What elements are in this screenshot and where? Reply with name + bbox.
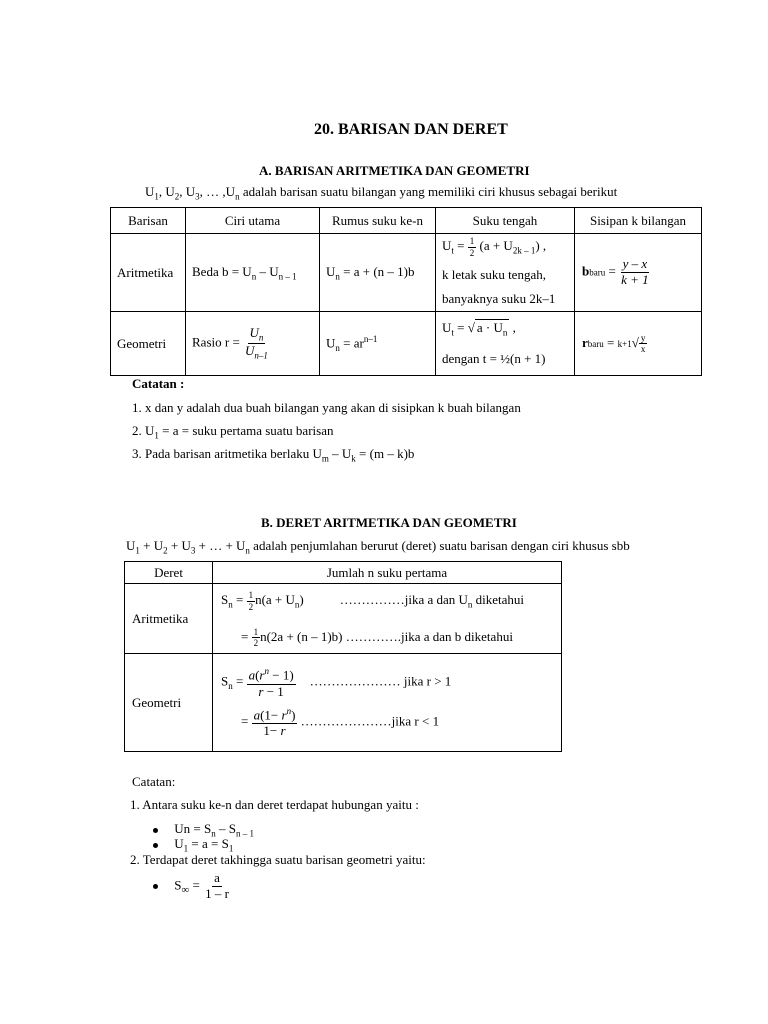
row-aritmetika-name: Aritmetika [111, 234, 186, 312]
header-barisan: Barisan [111, 208, 186, 234]
deret-table [124, 561, 562, 752]
row-deret-aritmetika-formula: $S_n$ = $\frac{1}{2}$ $n(a + U_n)$ ……………jika a dan $U_n$ diketahui = $\frac{1}{2}$ n(2a + (n – 1)b) ………….jika a dan b diketahui [213, 584, 562, 654]
barisan-table [110, 207, 702, 376]
header-sisipan: Sisipan k bilangan [575, 208, 702, 234]
catatan-b-note-2: 2. Terdapat deret takhingga suatu barisan geometri yaitu: [130, 852, 426, 867]
row-geometri-name: Geometri [111, 312, 186, 376]
row-deret-geometri-name: Geometri [125, 654, 213, 752]
header-rumus: Rumus suku ke-n [320, 208, 436, 234]
row-deret-aritmetika-name: Aritmetika [125, 584, 213, 654]
bullet-un: $Un = S_n - S_{n - 1}$ [153, 821, 254, 839]
catatan-a-label: Catatan : [132, 376, 185, 391]
catatan-a-note-1: 1. x dan y adalah dua buah bilangan yang akan di sisipkan k buah bilangan [132, 400, 521, 415]
row-geometri-rumus: $U_n = ar^{n-1}$ [320, 312, 436, 376]
bullet-u1: $U_1 = a = S_1$ [153, 836, 233, 854]
section-a-intro: $U_1$, $U_2$, $U_3$, … $,U_n$ adalah barisan suatu bilangan yang memiliki ciri khusus sebagai berikut [145, 184, 618, 202]
header-jumlah: Jumlah n suku pertama [213, 562, 562, 584]
header-ciri-utama: Ciri utama [186, 208, 320, 234]
row-aritmetika-ciri: Beda $b = U_n - U_{n - 1}$ [186, 234, 320, 312]
header-suku-tengah: Suku tengah [436, 208, 575, 234]
section-a-heading: A. BARISAN ARITMETIKA DAN GEOMETRI [259, 163, 530, 178]
header-deret: Deret [125, 562, 213, 584]
row-geometri-ciri: Rasio r = $\frac{U_n}{U_{n-1}}$ [186, 312, 320, 376]
row-geometri-sisipan: rbaru = k+1√ $\frac{y}{x}$ [575, 312, 702, 376]
bullet-s-infinity: $S_\infty$ = $\frac{a}{1 - r}$ [153, 871, 231, 902]
row-aritmetika-sisipan: bbaru = $\frac{y - x}{k + 1}$ [575, 234, 702, 312]
page-title: 20. BARISAN DAN DERET [314, 121, 508, 138]
catatan-a-note-2: 2. $U_1 = a$ = suku pertama suatu barisan [132, 423, 334, 441]
bullet-icon [153, 828, 158, 833]
catatan-b-label: Catatan: [132, 774, 176, 789]
section-b-heading: B. DERET ARITMETIKA DAN GEOMETRI [261, 515, 517, 530]
row-aritmetika-rumus: $U_n = a + (n - 1)b$ [320, 234, 436, 312]
catatan-a-note-3: 3. Pada barisan aritmetika berlaku $U_m - U_k = (m - k)b$ [132, 446, 415, 464]
row-deret-geometri-formula: $S_n$ = $\frac{a(r^n - 1)}{r - 1}$ ………………… jika r > 1 = $\frac{a(1- r^n)}{1- r}$ …………………jika r < 1 [213, 654, 562, 752]
row-geometri-tengah: $U_t$ = √ $a \cdot U_n$ , dengan t = ½(n + 1) [436, 312, 575, 376]
bullet-icon [153, 843, 158, 848]
bullet-icon [153, 884, 158, 889]
catatan-b-note-1: 1. Antara suku ke-n dan deret terdapat hubungan yaitu : [130, 797, 419, 812]
row-aritmetika-tengah: $U_t$ = $\frac{1}{2}$ $(a + U_{2k - 1})$ , k letak suku tengah, banyaknya suku 2k–1 [436, 234, 575, 312]
section-b-intro: $U_1 + U_2 + U_3$ + … + $U_n$ adalah penjumlahan berurut (deret) suatu barisan dengan ciri khusus sbb [126, 538, 630, 556]
